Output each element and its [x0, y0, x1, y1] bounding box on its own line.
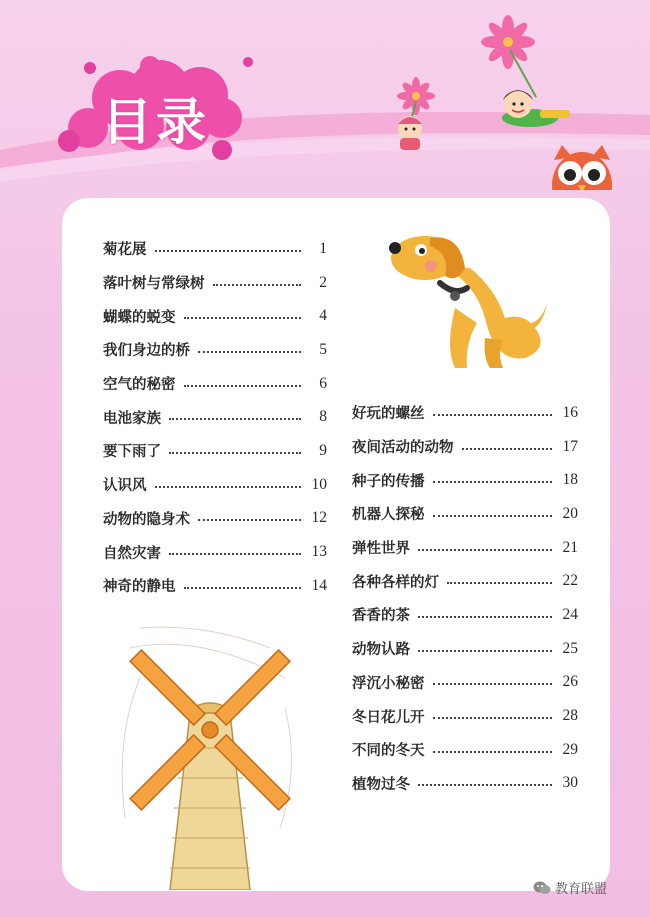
- toc-leader-dots: [184, 385, 302, 387]
- toc-entry-page: 4: [319, 307, 327, 325]
- toc-leader-dots: [433, 515, 553, 517]
- toc-entry[interactable]: [103, 299, 327, 333]
- toc-leader-dots: [155, 486, 302, 488]
- toc-entry-title: 夜间活动的动物: [352, 440, 454, 457]
- toc-entry[interactable]: [352, 598, 578, 632]
- toc-entry[interactable]: [352, 564, 578, 598]
- toc-entry-title: 电池家族: [103, 410, 161, 427]
- toc-entry[interactable]: [103, 266, 327, 300]
- toc-entry[interactable]: [352, 767, 578, 801]
- toc-entry-page: 9: [319, 441, 327, 459]
- toc-entry-page: 26: [562, 673, 578, 691]
- toc-entry-title: 弹性世界: [352, 541, 410, 558]
- toc-leader-dots: [418, 549, 552, 551]
- windmill-illustration: [100, 618, 310, 890]
- boy-illustration: [398, 116, 422, 150]
- toc-entry[interactable]: [352, 463, 578, 497]
- toc-leader-dots: [418, 784, 552, 786]
- dog-illustration: [385, 228, 555, 378]
- watermark: [533, 878, 607, 897]
- toc-entry-title: 自然灾害: [103, 545, 161, 562]
- toc-entry-title: 好玩的螺丝: [352, 406, 425, 423]
- toc-entry-page: 25: [562, 639, 578, 657]
- toc-leader-dots: [184, 587, 302, 589]
- toc-entry[interactable]: [352, 632, 578, 666]
- toc-leader-dots: [433, 751, 553, 753]
- toc-leader-dots: [155, 250, 302, 252]
- toc-entry-title: 种子的传播: [352, 473, 425, 490]
- toc-entry[interactable]: [352, 666, 578, 700]
- toc-leader-dots: [433, 414, 553, 416]
- toc-leader-dots: [213, 284, 302, 286]
- toc-entry-title: 各种各样的灯: [352, 574, 439, 591]
- toc-leader-dots: [433, 481, 553, 483]
- toc-leader-dots: [433, 717, 553, 719]
- toc-entry[interactable]: [103, 569, 327, 603]
- toc-entry[interactable]: [103, 232, 327, 266]
- toc-entry-title: 冬日花儿开: [352, 709, 425, 726]
- header-decoration: [0, 0, 650, 190]
- toc-entry[interactable]: [352, 430, 578, 464]
- page-title: 目录: [102, 93, 210, 151]
- toc-entry-page: 14: [311, 576, 327, 594]
- toc-entry[interactable]: [103, 434, 327, 468]
- toc-entry-title: 机器人探秘: [352, 507, 425, 524]
- toc-entry[interactable]: [103, 400, 327, 434]
- toc-entry[interactable]: [352, 531, 578, 565]
- toc-entry-title: 浮沉小秘密: [352, 675, 425, 692]
- toc-leader-dots: [169, 418, 301, 420]
- toc-entry-page: 5: [319, 340, 327, 358]
- toc-entry-page: 16: [562, 403, 578, 421]
- toc-entry[interactable]: [352, 733, 578, 767]
- flower-icon: [481, 15, 536, 97]
- toc-leader-dots: [169, 553, 301, 555]
- toc-entry-title: 不同的冬天: [352, 743, 425, 760]
- toc-entry-page: 20: [562, 504, 578, 522]
- toc-entry-title: 要下雨了: [103, 444, 161, 461]
- watermark-text: 教育联盟: [555, 882, 608, 897]
- toc-entry-title: 菊花展: [103, 242, 147, 259]
- toc-entry-page: 18: [562, 471, 578, 489]
- toc-column-right: [352, 396, 578, 800]
- toc-leader-dots: [433, 683, 553, 685]
- toc-leader-dots: [462, 448, 553, 450]
- toc-entry-page: 8: [319, 408, 327, 426]
- toc-entry-title: 神奇的静电: [103, 579, 176, 596]
- toc-entry-page: 21: [562, 538, 578, 556]
- toc-entry-page: 22: [562, 572, 578, 590]
- toc-entry-page: 13: [311, 543, 327, 561]
- toc-entry-page: 6: [319, 374, 327, 392]
- toc-entry[interactable]: [352, 396, 578, 430]
- toc-leader-dots: [198, 351, 301, 353]
- toc-column-left: [103, 232, 327, 603]
- toc-entry[interactable]: [103, 367, 327, 401]
- toc-entry-page: 2: [319, 273, 327, 291]
- toc-entry[interactable]: [352, 699, 578, 733]
- toc-entry-page: 28: [562, 707, 578, 725]
- toc-entry[interactable]: [103, 333, 327, 367]
- toc-leader-dots: [447, 582, 552, 584]
- toc-entry[interactable]: [103, 535, 327, 569]
- toc-entry[interactable]: [103, 468, 327, 502]
- toc-entry-title: 动物的隐身术: [103, 511, 190, 528]
- toc-entry-page: 12: [311, 509, 327, 527]
- toc-entry-title: 我们身边的桥: [103, 343, 190, 360]
- toc-entry-page: 10: [311, 475, 327, 493]
- toc-entry-title: 植物过冬: [352, 776, 410, 793]
- toc-entry-title: 认识风: [103, 478, 147, 495]
- toc-entry-title: 蝴蝶的蜕变: [103, 309, 176, 326]
- owl-illustration: [552, 145, 612, 190]
- toc-entry-page: 30: [562, 774, 578, 792]
- wechat-icon: [533, 881, 551, 895]
- toc-entry[interactable]: [352, 497, 578, 531]
- toc-entry-page: 24: [562, 605, 578, 623]
- toc-leader-dots: [169, 452, 301, 454]
- toc-leader-dots: [418, 650, 552, 652]
- toc-entry-title: 动物认路: [352, 642, 410, 659]
- toc-entry-page: 17: [562, 437, 578, 455]
- toc-entry-title: 落叶树与常绿树: [103, 276, 205, 293]
- toc-leader-dots: [184, 317, 302, 319]
- toc-entry-page: 29: [562, 740, 578, 758]
- toc-leader-dots: [198, 519, 301, 521]
- toc-entry-title: 香香的茶: [352, 608, 410, 625]
- toc-leader-dots: [418, 616, 552, 618]
- toc-entry[interactable]: [103, 502, 327, 536]
- toc-entry-page: 1: [319, 239, 327, 257]
- toc-entry-title: 空气的秘密: [103, 377, 176, 394]
